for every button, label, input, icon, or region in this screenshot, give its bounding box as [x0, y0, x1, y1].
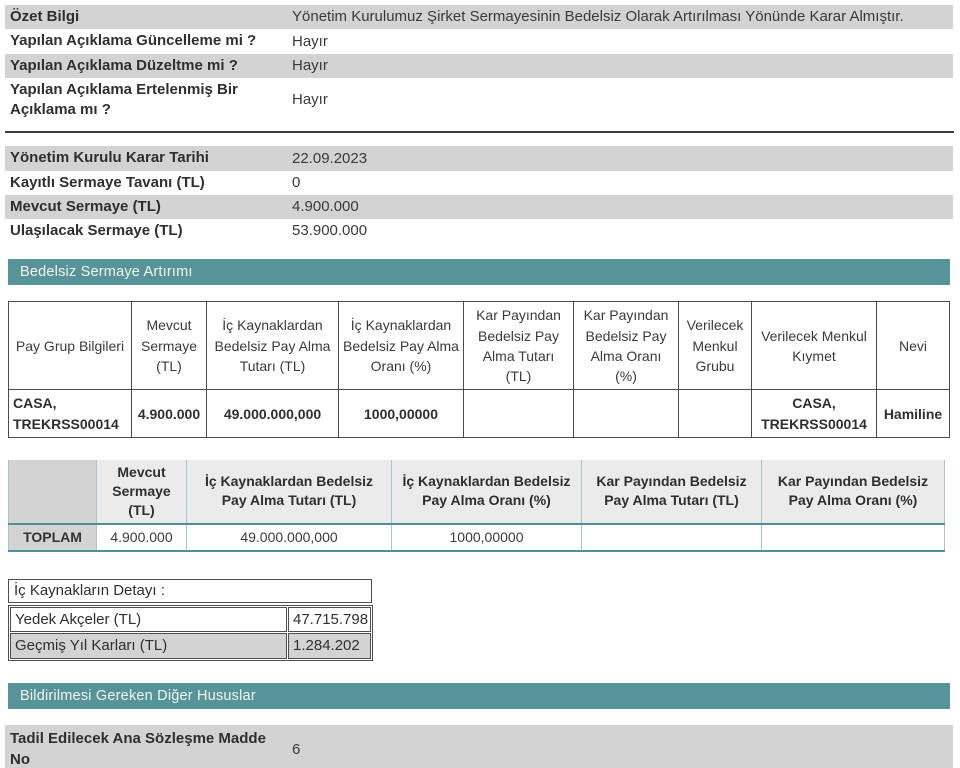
col-header-mevcut-sermaye: Mevcut Sermaye (TL) [97, 460, 187, 524]
cell-toplam-label: TOPLAM [9, 524, 97, 551]
col-header-nevi: Nevi [877, 302, 950, 390]
row-value: Hayır [292, 32, 328, 50]
section-title: Bildirilmesi Gereken Diğer Hususlar [20, 687, 256, 704]
internal-sources-row-gecmis-yil-karlari [10, 633, 371, 659]
cell-nevi: Hamiline [877, 390, 950, 438]
spacer [5, 243, 954, 259]
col-header-ic-kaynak-tutar: İç Kaynaklardan Bedelsiz Pay Alma Tutarı (TL) [207, 302, 339, 390]
section-header-bedelsiz-sermaye-artirimi [8, 259, 950, 285]
cell-ic-kaynak-oran: 1000,00000 [339, 390, 464, 438]
cell-pay-grup: CASA, TREKRSS00014 [9, 390, 132, 438]
internal-sources-title: İç Kaynakların Detayı : [14, 582, 165, 600]
row-label: Ulaşılacak Sermaye (TL) [10, 222, 183, 239]
summary-row-ozet-bilgi [5, 5, 953, 29]
cell-total-kar-payi-tutar [582, 524, 762, 551]
row-label: Özet Bilgi [10, 8, 80, 25]
row-value: 22.09.2023 [292, 149, 368, 167]
col-header-kar-payi-oran: Kar Payından Bedelsiz Pay Alma Oranı (%) [574, 302, 679, 390]
row-label: Yapılan Açıklama Düzeltme mi ? [10, 56, 238, 74]
summary-row-guncelleme [5, 29, 953, 53]
summary-section [5, 5, 954, 122]
row-value: 0 [292, 173, 301, 191]
cell-kar-payi-oran [574, 390, 679, 438]
totals-table [8, 460, 945, 552]
info-row-ulasilacak-sermaye [5, 219, 953, 243]
internal-sources-title-box [8, 579, 372, 603]
capital-table-header-row [9, 302, 950, 390]
col-header-ic-kaynak-oran: İç Kaynaklardan Bedelsiz Pay Alma Oranı (%) [392, 460, 582, 524]
row-label: Geçmiş Yıl Karları (TL) [10, 633, 287, 659]
other-row-tadil-madde-no [5, 725, 953, 768]
cell-ic-kaynak-tutar: 49.000.000,000 [207, 390, 339, 438]
col-header-ic-kaynak-oran: İç Kaynaklardan Bedelsiz Pay Alma Oranı (%) [339, 302, 464, 390]
cell-menkul-kiymet: CASA, TREKRSS00014 [752, 390, 877, 438]
row-value: 1.284.202 [288, 633, 371, 659]
col-header-kar-payi-tutar: Kar Payından Bedelsiz Pay Alma Tutarı (TL) [582, 460, 762, 524]
row-value: 4.900.000 [292, 198, 359, 216]
totals-data-row [9, 524, 945, 551]
row-label: Yapılan Açıklama Ertelenmiş Bir Açıklama mı ? [10, 80, 238, 118]
cell-total-mevcut-sermaye: 4.900.000 [97, 524, 187, 551]
internal-sources-table [8, 605, 373, 661]
row-value: 53.900.000 [292, 222, 368, 240]
section-header-diger-hususlar [8, 683, 950, 709]
row-label: Tadil Edilecek Ana Sözleşme Madde No [10, 730, 266, 768]
col-header-kar-payi-oran: Kar Payından Bedelsiz Pay Alma Oranı (%) [762, 460, 945, 524]
summary-row-duzeltme [5, 54, 953, 78]
col-header-kar-payi-tutar: Kar Payından Bedelsiz Pay Alma Tutarı (TL) [464, 302, 574, 390]
row-value: Hayır [292, 56, 328, 74]
col-header-menkul-kiymet: Verilecek Menkul Kıymet [752, 302, 877, 390]
cell-mevcut-sermaye: 4.900.000 [132, 390, 207, 438]
col-header-mevcut-sermaye: Mevcut Sermaye (TL) [132, 302, 207, 390]
totals-header-row [9, 460, 945, 524]
col-header-blank [9, 460, 97, 524]
cell-kar-payi-tutar [464, 390, 574, 438]
row-value: 6 [292, 740, 301, 758]
section-divider [5, 131, 954, 133]
cell-total-ic-kaynak-tutar: 49.000.000,000 [187, 524, 392, 551]
summary-row-ertelenmis [5, 78, 953, 123]
row-label: Mevcut Sermaye (TL) [10, 197, 161, 215]
cell-menkul-grubu [679, 390, 752, 438]
cell-total-ic-kaynak-oran: 1000,00000 [392, 524, 582, 551]
capital-increase-table [8, 301, 950, 438]
row-label: Kayıtlı Sermaye Tavanı (TL) [10, 173, 205, 191]
info-row-sermaye-tavani [5, 171, 953, 195]
row-value: Hayır [292, 91, 328, 109]
row-value: 47.715.798 [288, 607, 371, 633]
info-section [5, 146, 954, 243]
info-row-mevcut-sermaye [5, 195, 953, 219]
capital-table-data-row [9, 390, 950, 438]
row-label: Yapılan Açıklama Güncelleme mi ? [10, 32, 257, 50]
col-header-pay-grup: Pay Grup Bilgileri [9, 302, 132, 390]
internal-sources-row-yedek-akceler [10, 607, 371, 633]
col-header-menkul-grubu: Verilecek Menkul Grubu [679, 302, 752, 390]
spacer [5, 709, 954, 725]
cell-total-kar-payi-oran [762, 524, 945, 551]
row-value: Yönetim Kurulumuz Şirket Sermayesinin Bedelsiz Olarak Artırılması Yönünde Karar Almıştır. [292, 8, 904, 26]
section-title: Bedelsiz Sermaye Artırımı [20, 264, 193, 281]
row-label: Yönetim Kurulu Karar Tarihi [10, 149, 209, 167]
row-label: Yedek Akçeler (TL) [10, 607, 287, 633]
col-header-ic-kaynak-tutar: İç Kaynaklardan Bedelsiz Pay Alma Tutarı (TL) [187, 460, 392, 524]
info-row-karar-tarihi [5, 146, 953, 170]
spacer [5, 661, 954, 683]
